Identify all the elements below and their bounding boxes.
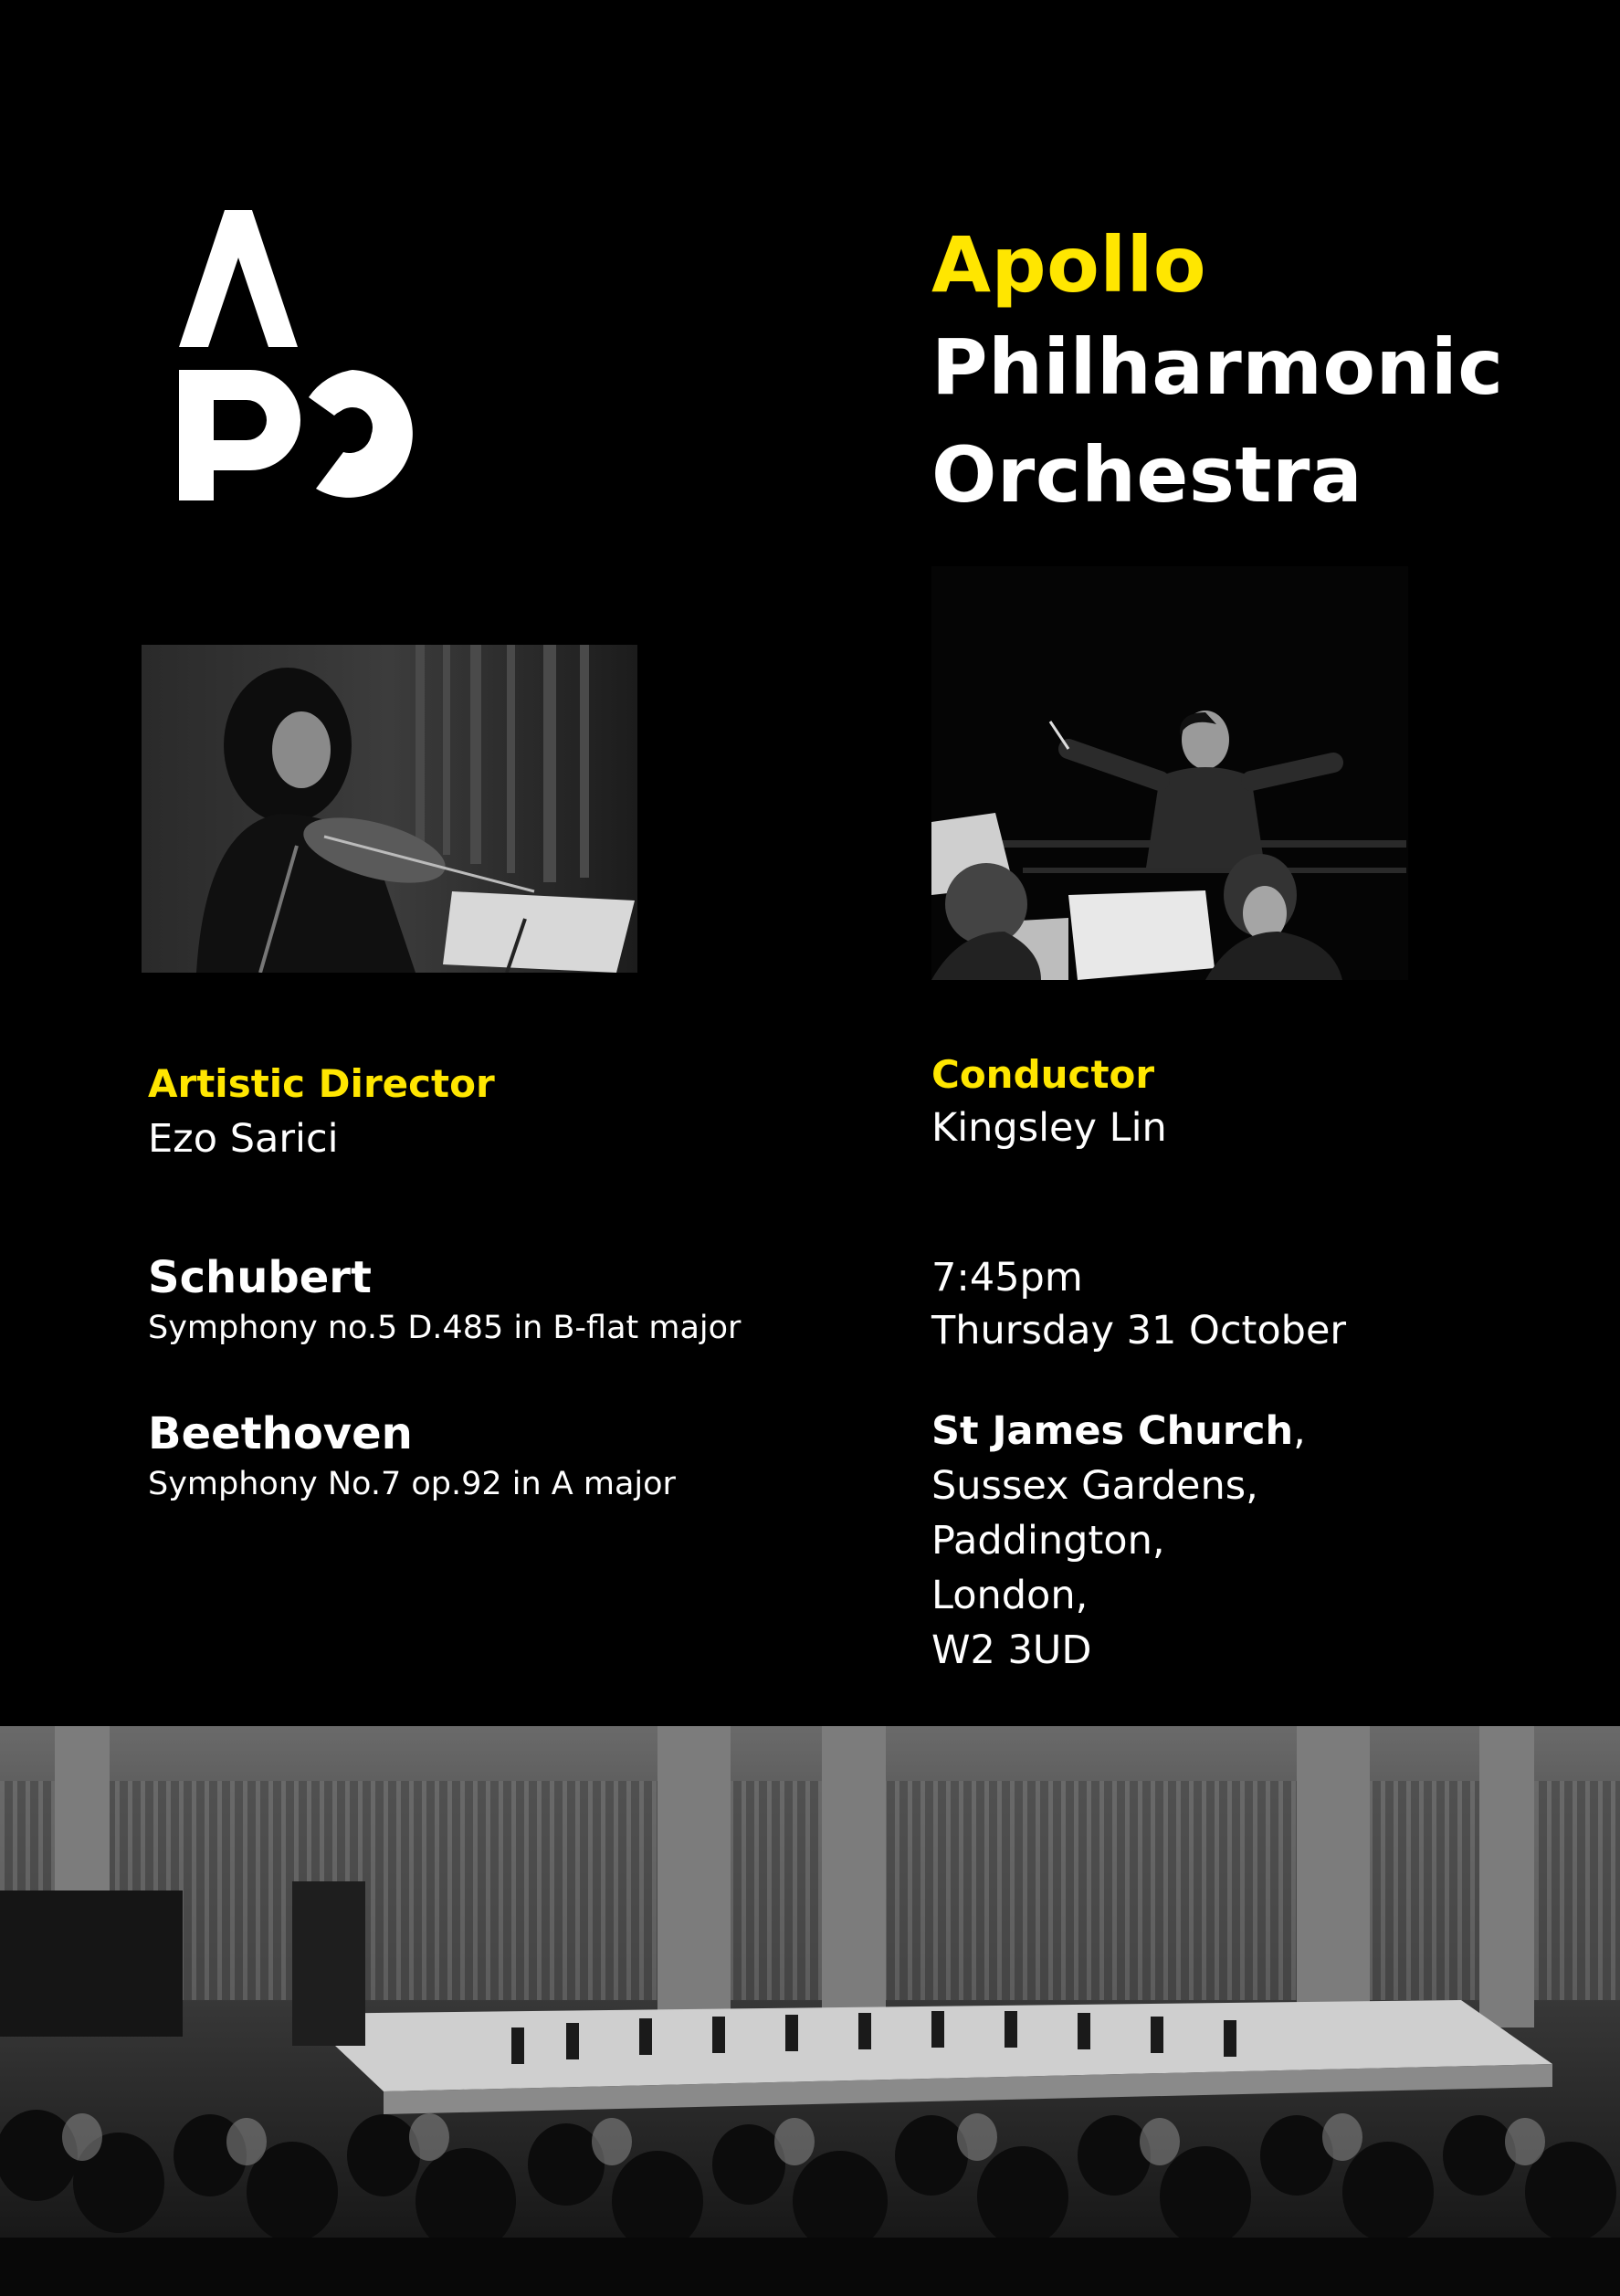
title-line-apollo: Apollo: [931, 220, 1207, 310]
violinist-photo: [142, 645, 637, 973]
conductor-label: Conductor: [931, 1052, 1155, 1097]
concert-hall-audience-photo: [0, 1726, 1620, 2296]
address-line-2: Paddington,: [931, 1518, 1165, 1564]
program-composer-schubert: Schubert: [148, 1252, 372, 1303]
event-time: 7:45pm: [931, 1255, 1083, 1301]
venue-name-comma: ,: [1293, 1408, 1306, 1454]
address-line-3: London,: [931, 1573, 1089, 1618]
apo-logo: [170, 210, 416, 500]
program-composer-beethoven: Beethoven: [148, 1408, 413, 1459]
postcode: W2 3UD: [931, 1627, 1092, 1673]
artistic-director-name: Ezo Sarici: [148, 1116, 339, 1162]
conductor-photo: [931, 566, 1408, 980]
program-work-schubert: Symphony no.5 D.485 in B-flat major: [148, 1310, 742, 1346]
title-line-philharmonic: Philharmonic: [931, 322, 1504, 412]
venue-name-line: [931, 1408, 1306, 1454]
conductor-name: Kingsley Lin: [931, 1105, 1167, 1151]
event-date: Thursday 31 October: [931, 1308, 1347, 1353]
artistic-director-label: Artistic Director: [148, 1061, 495, 1106]
address-line-1: Sussex Gardens,: [931, 1463, 1258, 1509]
program-work-beethoven: Symphony No.7 op.92 in A major: [148, 1466, 676, 1502]
title-line-orchestra: Orchestra: [931, 430, 1363, 520]
venue-name: St James Church: [931, 1408, 1294, 1454]
